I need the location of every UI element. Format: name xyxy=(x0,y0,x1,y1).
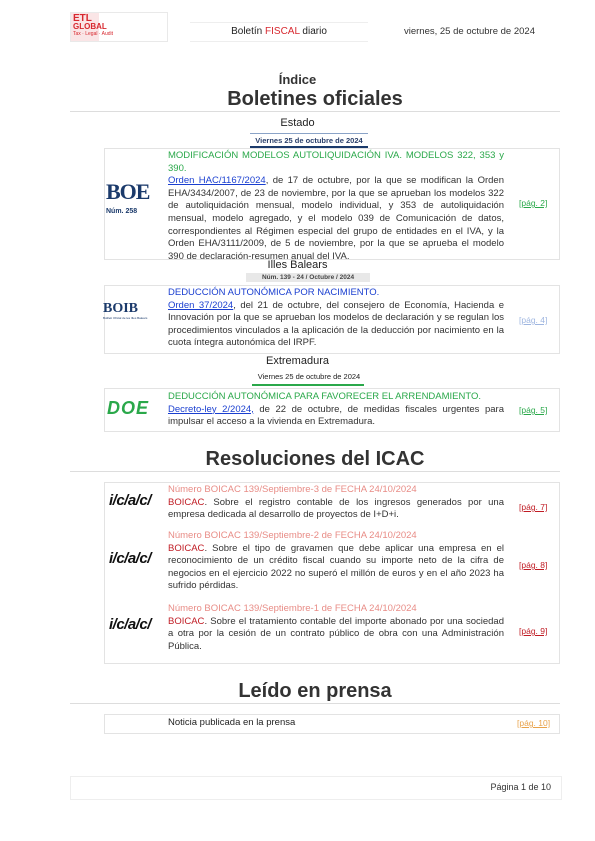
icac-item-1-page-link[interactable]: [pág. 7] xyxy=(519,502,548,512)
extremadura-label: Extremadura xyxy=(266,355,329,367)
icac-item-1-tag: BOICAC xyxy=(168,496,205,508)
icac-item-2-title: Número BOICAC 139/Septiembre-2 de FECHA 24/10/2024 xyxy=(168,530,417,541)
section-boletines-heading: Boletines oficiales xyxy=(70,88,560,112)
boib-logo: BOIB Butlletí Oficial de les Illes Balears xyxy=(103,302,159,328)
icac-item-2-tag: BOICAC xyxy=(168,542,205,554)
section-prensa-heading: Leído en prensa xyxy=(70,680,560,704)
baleares-topic: DEDUCCIÓN AUTONÓMICA POR NACIMIENTO. xyxy=(168,287,380,298)
prensa-text: Noticia publicada en la prensa xyxy=(168,717,296,728)
icac-logo-1: i/c/a/c/ xyxy=(109,492,151,509)
extremadura-date-bar: Viernes 25 de octubre de 2024 xyxy=(257,372,361,381)
extremadura-body: de 22 de octubre, de medidas fiscales urgentes para impulsar el acceso a la vivienda en Extremadura. xyxy=(168,403,504,428)
baleares-page-link[interactable]: [pág. 4] xyxy=(519,315,548,325)
extremadura-page-link[interactable]: [pág. 5] xyxy=(519,405,548,415)
logo-global: GLOBAL xyxy=(73,22,107,31)
estado-page-link[interactable]: [pág. 2] xyxy=(519,198,548,208)
extremadura-link[interactable]: Decreto-ley 2/2024, xyxy=(168,403,254,415)
extremadura-topic: DEDUCCIÓN AUTONÓMICA PARA FAVORECER EL ARRENDAMIENTO. xyxy=(168,391,482,402)
icac-item-2-body: . Sobre el tipo de gravamen que debe aplicar una empresa en el reconocimiento de un crédito fiscal cuando su importe neto de la cifra de negocios en el ejercicio 2022 no superó el millón de euros y en el año 2023 ha sufrido pérdidas. xyxy=(168,542,504,592)
section-icac-heading: Resoluciones del ICAC xyxy=(70,448,560,472)
logo-etl: ETL xyxy=(73,13,92,24)
extremadura-text xyxy=(168,391,504,429)
boib-subtitle: Butlletí Oficial de les Illes Balears xyxy=(103,316,148,320)
doe-logo: DOE xyxy=(107,398,150,418)
icac-logo-2: i/c/a/c/ xyxy=(109,550,151,567)
icac-item-2-page-link[interactable]: [pág. 8] xyxy=(519,560,548,570)
index-heading: Índice xyxy=(278,72,317,87)
etl-global-logo xyxy=(70,12,168,42)
icac-item-3 xyxy=(168,603,504,653)
baleares-link[interactable]: Orden 37/2024 xyxy=(168,299,234,311)
bulletin-title-fiscal: FISCAL xyxy=(265,26,300,37)
icac-item-3-tag: BOICAC xyxy=(168,615,205,627)
icac-item-3-title: Número BOICAC 139/Septiembre-1 de FECHA 24/10/2024 xyxy=(168,603,417,614)
icac-item-2 xyxy=(168,530,504,593)
estado-topic: MODIFICACIÓN MODELOS AUTOLIQUIDACIÓN IVA. MODELOS 322, 353 y 390. xyxy=(168,150,504,174)
extremadura-divider xyxy=(252,384,364,386)
icac-item-1-title: Número BOICAC 139/Septiembre-3 de FECHA 24/10/2024 xyxy=(168,484,417,495)
icac-item-1-body: . Sobre el registro contable de los ingresos generados por una empresa dedicada al desarrollo de proyectos de I+D+i. xyxy=(168,496,504,521)
icac-item-3-page-link[interactable]: [pág. 9] xyxy=(519,626,548,636)
baleares-text xyxy=(168,287,504,350)
baleares-label: Illes Balears xyxy=(267,259,328,271)
estado-divider-top xyxy=(250,133,368,134)
header-date: viernes, 25 de octubre de 2024 xyxy=(404,26,535,37)
boe-logo: BOE Núm. 258 xyxy=(106,180,154,220)
estado-link[interactable]: Orden HAC/1167/2024 xyxy=(168,175,266,187)
icac-item-1 xyxy=(168,484,504,522)
baleares-body: , del 21 de octubre, del consejero de Economía, Hacienda e Innovación por la que se aprueban los modelos de declaración y se regulan los procedimientos vinculados a la aplicación de la deducción por nacimiento en la cuota íntegra autonómica del IRPF. xyxy=(168,299,504,349)
estado-label: Estado xyxy=(280,117,315,129)
page-number: Página 1 de 10 xyxy=(490,782,551,792)
bulletin-title: Boletín FISCAL diario xyxy=(190,22,368,42)
icac-logo-3: i/c/a/c/ xyxy=(109,616,151,633)
page-footer xyxy=(70,776,562,800)
prensa-page-link[interactable]: [pág. 10] xyxy=(517,718,551,728)
logo-tagline: Tax · Legal · Audit xyxy=(73,31,114,37)
icac-item-3-body: . Sobre el tratamiento contable del importe abonado por una sociedad a otra por la cesión de un contrato público de obra con una Administración Pública. xyxy=(168,615,504,652)
estado-body: , de 17 de octubre, por la que se modifican la Orden EHA/3434/2007, de 23 de noviembre, por la que se aprueban los modelos 322 de autoliquidación mensual, modelo individual, y 353 de autoliquidación mensual, modelo agregado, y el modelo 039 de Comunicación de datos, correspondientes al Régimen especial del grupo de entidades en el IVA, y la Orden EHA/3111/2009, de 5 de noviembre, por la que se aprueba el modelo 390 de declaración-resumen anual del IVA. xyxy=(168,175,504,262)
baleares-date-bar: Núm. 139 - 24 / Octubre / 2024 xyxy=(246,273,370,282)
estado-text xyxy=(168,150,504,263)
boe-number: Núm. 258 xyxy=(106,208,138,215)
estado-date-bar: Viernes 25 de octubre de 2024 xyxy=(255,136,363,145)
